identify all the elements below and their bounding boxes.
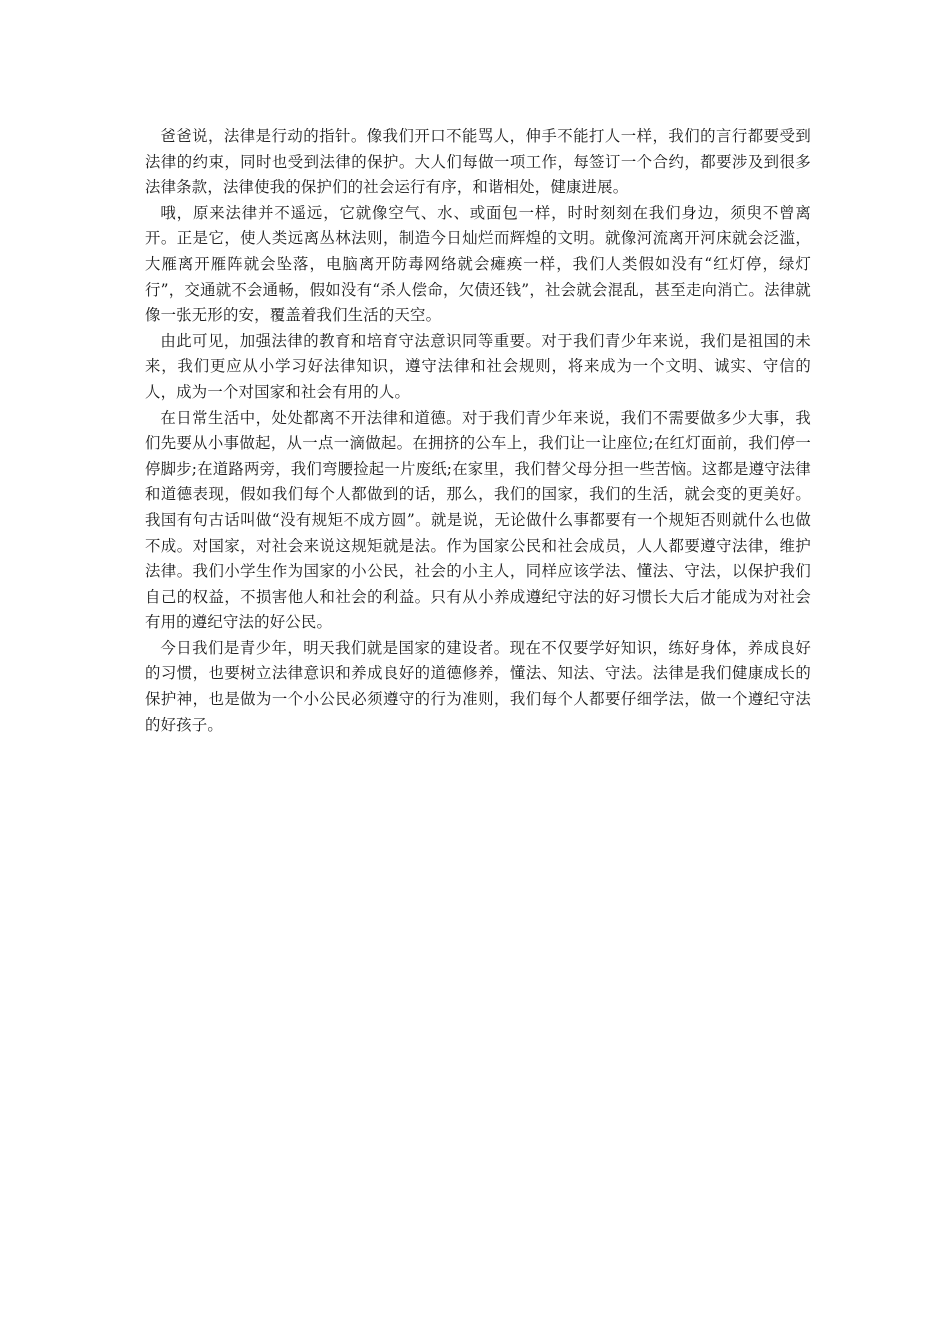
document-body: [145, 124, 811, 738]
paragraph-4: 在日常生活中，处处都离不开法律和道德。对于我们青少年来说，我们不需要做多少大事，我们先要从小事做起，从一点一滴做起。在拥挤的公车上，我们让一让座位;在红灯面前，我们停一停脚步;在道路两旁，我们弯腰捡起一片废纸;在家里，我们替父母分担一些苦恼。这都是遵守法律和道德表现，假如我们每个人都做到的话，那么，我们的国家，我们的生活，就会变的更美好。我国有句古话叫做“没有规矩不成方圆”。就是说，无论做什么事都要有一个规矩否则就什么也做不成。对国家，对社会来说这规矩就是法。作为国家公民和社会成员，人人都要遵守法律，维护法律。我们小学生作为国家的小公民，社会的小主人，同样应该学法、懂法、守法，以保护我们自己的权益，不损害他人和社会的利益。只有从小养成遵纪守法的好习惯长大后才能成为对社会有用的遵纪守法的好公民。: [145, 408, 811, 632]
paragraph-5: 今日我们是青少年，明天我们就是国家的建设者。现在不仅要学好知识，练好身体，养成良好的习惯，也要树立法律意识和养成良好的道德修养，懂法、知法、守法。法律是我们健康成长的保护神，也是做为一个小公民必须遵守的行为准则，我们每个人都要仔细学法，做一个遵纪守法的好孩子。: [145, 638, 811, 734]
paragraph-1: 爸爸说，法律是行动的指针。像我们开口不能骂人，伸手不能打人一样，我们的言行都要受到法律的约束，同时也受到法律的保护。大人们每做一项工作，每签订一个合约，都要涉及到很多法律条款，法律使我的保护们的社会运行有序，和谐相处，健康进展。: [145, 127, 811, 197]
paragraph-3: 由此可见，加强法律的教育和培育守法意识同等重要。对于我们青少年来说，我们是祖国的未来，我们更应从小学习好法律知识，遵守法律和社会规则，将来成为一个文明、诚实、守信的人，成为一个对国家和社会有用的人。: [145, 331, 811, 401]
paragraph-2: 哦，原来法律并不遥远，它就像空气、水、或面包一样，时时刻刻在我们身边，须臾不曾离开。正是它，使人类远离丛林法则，制造今日灿烂而辉煌的文明。就像河流离开河床就会泛滥，大雁离开雁阵就会坠落，电脑离开防毒网络就会瘫痪一样，我们人类假如没有“红灯停，绿灯行”，交通就不会通畅，假如没有“杀人偿命，欠债还钱”，社会就会混乱，甚至走向消亡。法律就像一张无形的安，覆盖着我们生活的天空。: [145, 203, 811, 325]
